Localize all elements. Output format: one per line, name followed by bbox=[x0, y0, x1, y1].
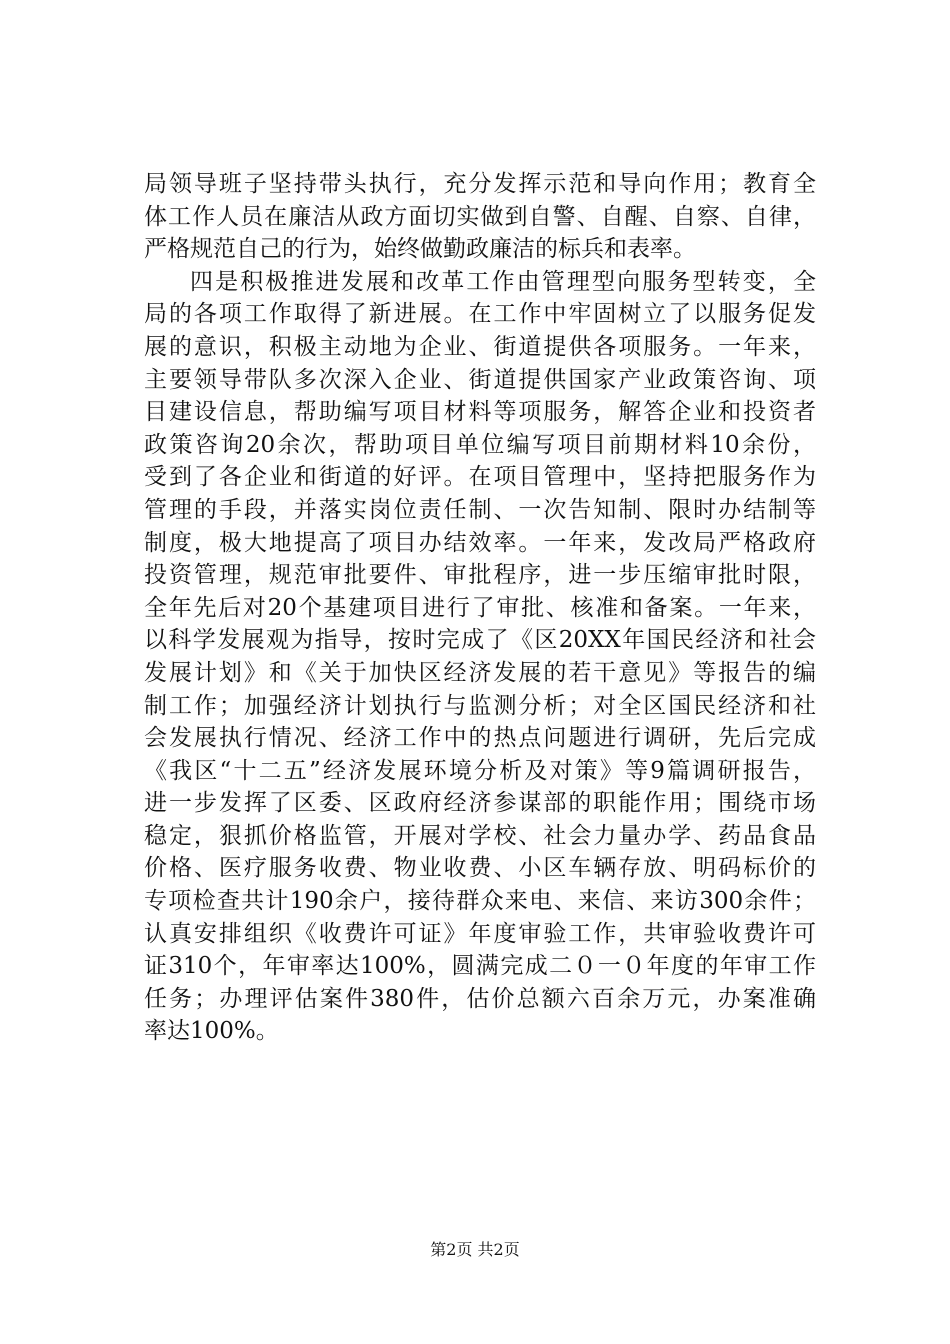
paragraph-line: 《我区“十二五”经济发展环境分析及对策》等9篇调研报告， bbox=[144, 757, 816, 784]
paragraph-line: 目建设信息，帮助编写项目材料等项服务，解答企业和投资者 bbox=[144, 399, 816, 426]
paragraph-line: 局的各项工作取得了新进展。在工作中牢固树立了以服务促发 bbox=[144, 301, 816, 328]
document-body bbox=[144, 168, 816, 1048]
paragraph-line: 受到了各企业和街道的好评。在项目管理中，坚持把服务作为 bbox=[144, 464, 816, 491]
paragraph-line: 制度，极大地提高了项目办结效率。一年来，发改局严格政府 bbox=[144, 529, 816, 556]
paragraph-line: 管理的手段，并落实岗位责任制、一次告知制、限时办结制等 bbox=[144, 496, 816, 523]
paragraph-line: 价格、医疗服务收费、物业收费、小区车辆存放、明码标价的 bbox=[144, 855, 816, 882]
page-number: 第2页 共2页 bbox=[430, 1240, 520, 1259]
paragraph-line: 证310个，年审率达100%，圆满完成二０一０年度的年审工作 bbox=[144, 953, 816, 980]
paragraph-line: 严格规范自己的行为，始终做勤政廉洁的标兵和表率。 bbox=[144, 236, 696, 263]
paragraph-line: 全年先后对20个基建项目进行了审批、核准和备案。一年来， bbox=[144, 594, 816, 621]
paragraph-2 bbox=[144, 266, 816, 1048]
paragraph-line: 主要领导带队多次深入企业、街道提供国家产业政策咨询、项 bbox=[144, 366, 816, 393]
paragraph-line: 四是积极推进发展和改革工作由管理型向服务型转变，全 bbox=[190, 268, 816, 295]
paragraph-line: 政策咨询20余次，帮助项目单位编写项目前期材料10余份， bbox=[144, 431, 816, 458]
paragraph-line: 进一步发挥了区委、区政府经济参谋部的职能作用；围绕市场 bbox=[144, 790, 816, 817]
paragraph-line: 率达100%。 bbox=[144, 1018, 279, 1045]
paragraph-line: 任务；办理评估案件380件，估价总额六百余万元，办案准确 bbox=[144, 985, 816, 1012]
paragraph-line: 会发展执行情况、经济工作中的热点问题进行调研，先后完成 bbox=[144, 725, 816, 752]
paragraph-line: 体工作人员在廉洁从政方面切实做到自警、自醒、自察、自律， bbox=[144, 203, 816, 230]
paragraph-line: 稳定，狠抓价格监管，开展对学校、社会力量办学、药品食品 bbox=[144, 822, 816, 849]
paragraph-line: 展的意识，积极主动地为企业、街道提供各项服务。一年来， bbox=[144, 333, 816, 360]
paragraph-1 bbox=[144, 168, 816, 266]
page-footer bbox=[0, 1240, 950, 1260]
paragraph-line: 认真安排组织《收费许可证》年度审验工作，共审验收费许可 bbox=[144, 920, 816, 947]
paragraph-line: 以科学发展观为指导，按时完成了《区20XX年国民经济和社会 bbox=[144, 627, 816, 654]
paragraph-line: 投资管理，规范审批要件、审批程序，进一步压缩审批时限， bbox=[144, 562, 816, 589]
paragraph-line: 制工作；加强经济计划执行与监测分析；对全区国民经济和社 bbox=[144, 692, 816, 719]
paragraph-line: 局领导班子坚持带头执行，充分发挥示范和导向作用；教育全 bbox=[144, 171, 816, 197]
paragraph-line: 发展计划》和《关于加快区经济发展的若干意见》等报告的编 bbox=[144, 659, 816, 686]
paragraph-line: 专项检查共计190余户，接待群众来电、来信、来访300余件； bbox=[144, 888, 816, 915]
